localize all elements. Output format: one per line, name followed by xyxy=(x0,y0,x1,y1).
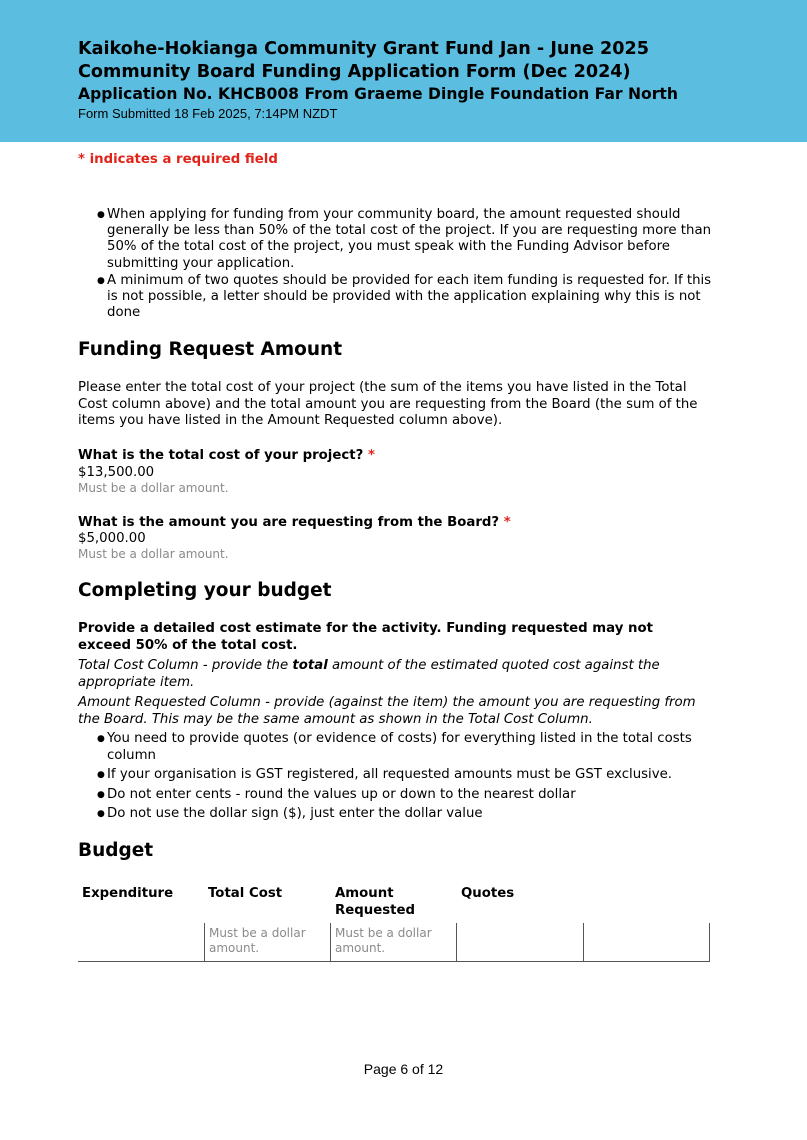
bullet-text: If your organisation is GST registered, all requested amounts must be GST exclusive. xyxy=(107,767,673,783)
required-star: * xyxy=(503,515,511,530)
page-number: Page 6 of 12 xyxy=(363,1061,444,1077)
bullet-icon: ● xyxy=(97,734,105,744)
total-cost-question xyxy=(78,448,375,463)
total-cost-hint: Must be a dollar amount. xyxy=(78,481,229,495)
total-cost-value: $13,500.00 xyxy=(78,465,155,480)
intro-bullet-list xyxy=(97,207,717,322)
column-header-quotes: Quotes xyxy=(461,886,515,901)
bullet-icon: ● xyxy=(97,789,105,800)
quotes-cell[interactable] xyxy=(456,923,583,961)
funding-section-description: Please enter the total cost of your project (the sum of the items you have listed in the Total Cost column above) and the total amount you are requesting from the Board (the sum of the items you have listed in the Amount Requested column above). xyxy=(78,380,698,429)
bullet-icon: ● xyxy=(97,809,105,820)
form-title-line1: Kaikohe-Hokianga Community Grant Fund Jan - June 2025 xyxy=(78,39,649,59)
bullet-text: When applying for funding from your community board, the amount requested should generally be less than 50% of the total cost of the project. If you are requesting more than 50% of the total cost of the project, you must speak with the Funding Advisor before submitting your application. xyxy=(107,207,712,271)
budget-intro: Provide a detailed cost estimate for the activity. Funding requested may not exceed 50% of the total cost. xyxy=(78,621,653,653)
table-row xyxy=(78,923,710,962)
amount-requested-column-note: Amount Requested Column - provide (against the item) the amount you are requesting from the Board. This may be the same amount as shown in the Total Cost Column. xyxy=(78,695,696,727)
form-header xyxy=(0,0,807,142)
required-field-note: * indicates a required field xyxy=(78,152,278,167)
bullet-text: Do not use the dollar sign ($), just enter the dollar value xyxy=(107,806,483,822)
required-star: * xyxy=(367,448,375,463)
question-label: What is the amount you are requesting from the Board? xyxy=(78,515,500,530)
budget-section-title: Completing your budget xyxy=(78,580,332,601)
budget-table-title: Budget xyxy=(78,840,154,861)
column-header-expenditure: Expenditure xyxy=(82,886,174,901)
bullet-text: Do not enter cents - round the values up or down to the nearest dollar xyxy=(107,786,576,802)
bullet-icon: ● xyxy=(97,210,105,220)
list-item xyxy=(97,767,717,784)
submission-date: Form Submitted 18 Feb 2025, 7:14PM NZDT xyxy=(78,106,338,121)
extra-cell[interactable] xyxy=(583,923,710,961)
total-cost-cell[interactable] xyxy=(204,923,331,961)
funding-section-title: Funding Request Amount xyxy=(78,339,343,360)
amount-requested-question xyxy=(78,515,511,530)
bullet-icon: ● xyxy=(97,770,105,781)
application-number: Application No. KHCB008 From Graeme Dingle Foundation Far North xyxy=(78,85,678,103)
budget-bullet-list xyxy=(97,731,717,826)
question-label: What is the total cost of your project? xyxy=(78,448,364,463)
note-text: amount of the estimated quoted cost against the appropriate item. xyxy=(78,658,660,690)
list-item xyxy=(97,787,717,804)
amount-requested-hint: Must be a dollar amount. xyxy=(78,547,229,561)
list-item xyxy=(97,806,717,823)
amount-requested-cell[interactable] xyxy=(330,923,457,961)
column-header-amount-requested: Amount Requested xyxy=(335,886,416,918)
list-item xyxy=(97,207,717,272)
note-emphasis: total xyxy=(292,658,328,673)
list-item xyxy=(97,273,717,322)
amount-requested-value: $5,000.00 xyxy=(78,531,146,546)
bullet-text: A minimum of two quotes should be provided for each item funding is requested for. If this is not possible, a letter should be provided with the application explaining why this is not done xyxy=(107,272,712,321)
bullet-text: You need to provide quotes (or evidence of costs) for everything listed in the total costs column xyxy=(107,731,692,763)
form-title-line2: Community Board Funding Application Form (Dec 2024) xyxy=(78,62,631,82)
list-item xyxy=(97,731,717,764)
cell-hint: Must be a dollar amount. xyxy=(335,926,432,955)
note-text: Total Cost Column - provide the xyxy=(78,658,293,673)
column-header-total-cost: Total Cost xyxy=(208,886,283,901)
bullet-icon: ● xyxy=(97,275,105,286)
cell-hint: Must be a dollar amount. xyxy=(209,926,306,955)
total-cost-column-note xyxy=(78,658,718,691)
